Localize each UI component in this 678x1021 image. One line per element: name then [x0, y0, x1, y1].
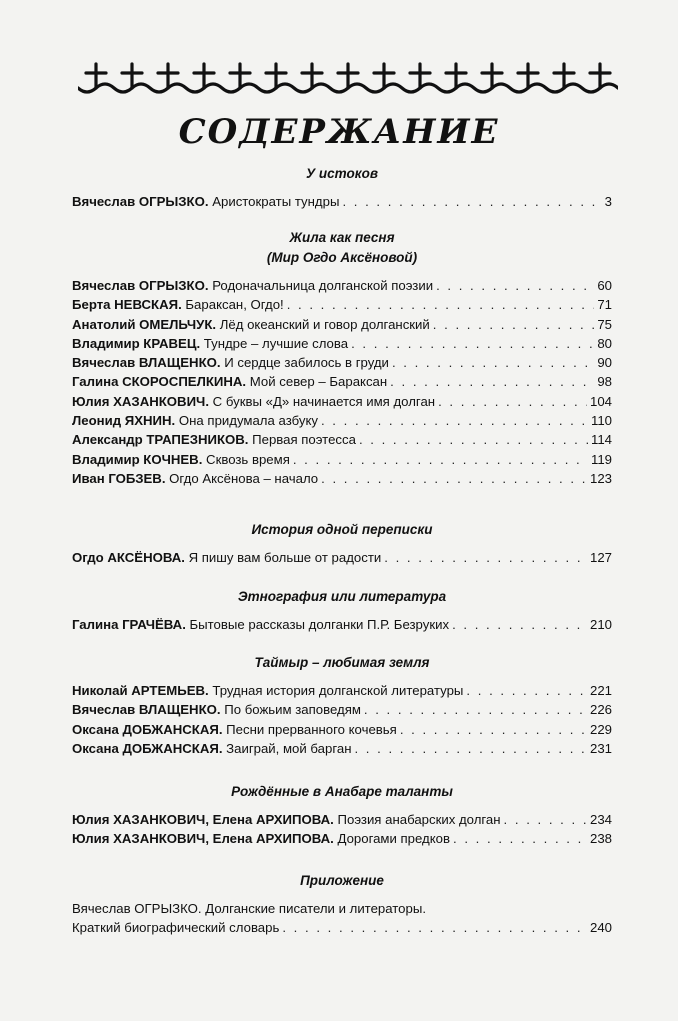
leader-dots — [321, 469, 587, 488]
leader-dots — [453, 829, 587, 848]
entry-title: Сквозь время — [206, 451, 290, 467]
entry-title: Бараксан, Огдо! — [185, 297, 284, 313]
toc-entry — [72, 469, 612, 488]
section-title: История одной переписки — [251, 522, 433, 537]
toc-section — [72, 164, 612, 211]
entry-title: Дорогами предков — [337, 831, 451, 847]
entry-title: Бытовые рассказы долганки П.Р. Безруких — [189, 617, 450, 632]
entry-author: Леонид ЯХНИН. — [72, 413, 176, 429]
entry-page: 110 — [590, 413, 612, 429]
leader-dots — [359, 430, 588, 449]
entry-author: Вячеслав ОГРЫЗКО. — [72, 278, 209, 293]
entry-author: Николай АРТЕМЬЕВ. — [72, 683, 209, 698]
leader-dots — [354, 739, 587, 758]
leader-dots — [392, 353, 594, 372]
entry-page: 3 — [604, 194, 612, 209]
entry-page: 114 — [590, 432, 612, 448]
entry-title: Первая поэтесса — [252, 432, 356, 448]
entry-page: 104 — [589, 393, 612, 409]
toc-entry — [72, 681, 612, 700]
leader-dots — [452, 615, 587, 634]
leader-dots — [293, 450, 588, 469]
toc-section — [72, 653, 612, 758]
toc-entry — [72, 276, 612, 295]
entry-author: Вячеслав ВЛАЩЕНКО. — [72, 702, 221, 718]
toc-section — [72, 782, 612, 849]
leader-dots — [321, 411, 588, 430]
toc-entry — [72, 192, 612, 211]
entry-author: Огдо АКСЁНОВА. — [72, 550, 185, 565]
entry-title: Мой север – Бараксан — [249, 374, 388, 390]
entry-author: Иван ГОБЗЕВ. — [72, 470, 166, 486]
entry-title: Я пишу вам больше от радости — [188, 550, 382, 565]
entry-page: 123 — [589, 470, 612, 486]
leader-dots — [287, 295, 595, 314]
leader-dots — [351, 334, 594, 353]
entry-title: И сердце забилось в груди — [224, 355, 389, 371]
entry-title: Аристократы тундры — [212, 194, 340, 209]
toc-entry — [72, 295, 612, 314]
entry-title: Огдо Аксёнова – начало — [169, 470, 319, 486]
leader-dots — [438, 392, 587, 411]
section-title: Этнография или литература — [237, 589, 447, 604]
toc-entry — [72, 739, 612, 758]
entry-author: Вячеслав ОГРЫЗКО. — [72, 194, 209, 209]
entry-author: Вячеслав ОГРЫЗКО. — [72, 901, 202, 916]
leader-dots — [400, 720, 587, 739]
toc-entry-continuation — [72, 918, 612, 937]
entry-page: 238 — [589, 831, 612, 847]
entry-page: 221 — [589, 683, 612, 698]
toc-entry — [72, 899, 612, 918]
entry-page: 234 — [589, 812, 612, 827]
leader-dots — [390, 372, 594, 391]
toc-entry — [72, 720, 612, 739]
leader-dots — [384, 548, 587, 567]
leader-dots — [282, 918, 587, 937]
section-title: Приложение — [300, 873, 384, 888]
ornament-border — [78, 58, 618, 98]
entry-page: 71 — [597, 297, 612, 313]
entry-title-continuation: Краткий биографический словарь — [72, 920, 280, 936]
entry-title: Она придумала азбуку — [178, 413, 318, 429]
toc-section — [72, 520, 612, 567]
toc-entry — [72, 392, 612, 411]
entry-author: Вячеслав ВЛАЩЕНКО. — [72, 355, 221, 371]
leader-dots — [466, 681, 587, 700]
toc-entry — [72, 615, 612, 634]
entry-title: Долганские писатели и литераторы. — [205, 901, 426, 916]
toc-entry — [72, 353, 612, 372]
entry-title: Тундре – лучшие слова — [203, 335, 349, 351]
entry-page: 127 — [589, 550, 612, 565]
toc-entry — [72, 829, 612, 848]
entry-author: Юлия ХАЗАНКОВИЧ. — [72, 393, 209, 409]
entry-author: Александр ТРАПЕЗНИКОВ. — [72, 432, 249, 448]
entry-title: Заиграй, мой барган — [226, 740, 352, 756]
leader-dots — [436, 276, 594, 295]
entry-page: 226 — [589, 702, 612, 718]
entry-page: 75 — [597, 316, 612, 332]
toc-section — [72, 871, 612, 938]
entry-page: 60 — [597, 278, 612, 293]
toc-entry — [72, 700, 612, 719]
entry-author: Юлия ХАЗАНКОВИЧ, Елена АРХИПОВА. — [72, 831, 334, 847]
entry-author: Владимир КРАВЕЦ. — [72, 335, 201, 351]
entry-author: Берта НЕВСКАЯ. — [72, 297, 182, 313]
toc-section — [72, 228, 612, 488]
entry-author: Юлия ХАЗАНКОВИЧ, Елена АРХИПОВА. — [72, 812, 334, 827]
entry-page: 80 — [597, 335, 612, 351]
toc-entry — [72, 450, 612, 469]
toc-entry — [72, 315, 612, 334]
section-title: Рождённые в Анабаре таланты — [231, 784, 453, 799]
toc-entry — [72, 548, 612, 567]
entry-page: 98 — [597, 374, 612, 390]
section-subtitle: (Мир Огдо Аксёновой) — [266, 250, 418, 265]
entry-author: Владимир КОЧНЕВ. — [72, 451, 203, 467]
entry-page: 90 — [597, 355, 612, 371]
leader-dots — [504, 810, 587, 829]
leader-dots — [433, 315, 595, 334]
entry-author: Оксана ДОБЖАНСКАЯ. — [72, 721, 223, 737]
entry-title: Лёд океанский и говор долганский — [219, 316, 430, 332]
toc-section — [72, 587, 612, 634]
entry-title: Родоначальница долганской поэзии — [212, 278, 434, 293]
section-title: Таймыр – любимая земля — [254, 655, 430, 670]
entry-author: Анатолий ОМЕЛЬЧУК. — [72, 316, 217, 332]
entry-title: С буквы «Д» начинается имя долган — [212, 393, 436, 409]
entry-page: 229 — [589, 721, 612, 737]
toc-entry — [72, 430, 612, 449]
entry-title: Трудная история долганской литературы — [212, 683, 464, 698]
leader-dots — [364, 700, 587, 719]
entry-title: Песни прерванного кочевья — [226, 721, 397, 737]
section-title: Жила как песня — [289, 230, 395, 245]
entry-author: Галина СКОРОСПЕЛКИНА. — [72, 374, 247, 390]
section-title: У истоков — [306, 166, 378, 181]
toc-entry — [72, 411, 612, 430]
toc-entry — [72, 372, 612, 391]
entry-page: 240 — [589, 920, 612, 936]
page-title: СОДЕРЖАНИЕ — [178, 112, 500, 152]
leader-dots — [342, 192, 601, 211]
entry-author: Оксана ДОБЖАНСКАЯ. — [72, 740, 223, 756]
toc-entry — [72, 334, 612, 353]
entry-page: 210 — [589, 617, 612, 632]
entry-page: 119 — [590, 451, 612, 467]
entry-title: По божьим заповедям — [224, 702, 361, 718]
entry-title: Поэзия анабарских долган — [337, 812, 501, 827]
toc-entry — [72, 810, 612, 829]
entry-author: Галина ГРАЧЁВА. — [72, 617, 186, 632]
entry-page: 231 — [589, 740, 612, 756]
